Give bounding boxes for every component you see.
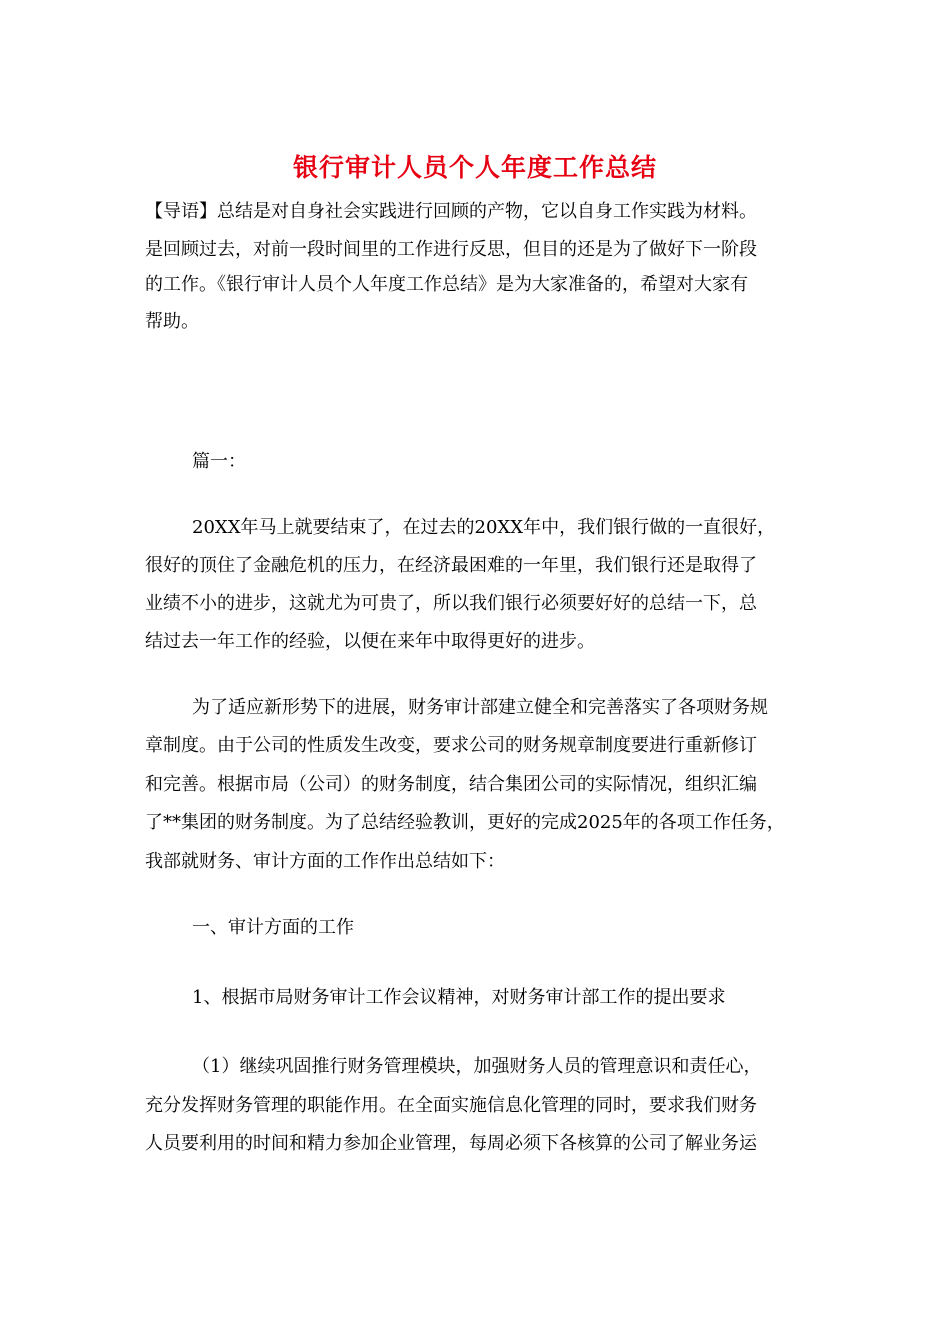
paragraph-line: 充分发挥财务管理的职能作用。在全面实施信息化管理的同时，要求我们财务 bbox=[145, 1095, 757, 1116]
paragraph-line: 20XX年马上就要结束了，在过去的20XX年中，我们银行做的一直很好， bbox=[192, 517, 776, 538]
paragraph-line: （1）继续巩固推行财务管理模块，加强财务人员的管理意识和责任心， bbox=[192, 1056, 762, 1077]
paragraph-line: 和完善。根据市局（公司）的财务制度，结合集团公司的实际情况，组织汇编 bbox=[145, 774, 757, 795]
intro-line: 【导语】总结是对自身社会实践进行回顾的产物，它以自身工作实践为材料。 bbox=[145, 201, 757, 222]
paragraph-line: 很好的顶住了金融危机的压力，在经济最困难的一年里，我们银行还是取得了 bbox=[145, 555, 757, 576]
section-heading: 一、审计方面的工作 bbox=[192, 917, 354, 938]
paragraph-line: 人员要利用的时间和精力参加企业管理，每周必须下各核算的公司了解业务运 bbox=[145, 1133, 757, 1154]
intro-line: 帮助。 bbox=[145, 311, 199, 332]
paragraph-line: 章制度。由于公司的性质发生改变，要求公司的财务规章制度要进行重新修订 bbox=[145, 735, 757, 756]
paragraph-line: 结过去一年工作的经验，以便在来年中取得更好的进步。 bbox=[145, 631, 595, 652]
section-label: 篇一： bbox=[192, 451, 246, 472]
paragraph-line: 了**集团的财务制度。为了总结经验教训，更好的完成2025年的各项工作任务， bbox=[145, 812, 785, 833]
intro-line: 是回顾过去，对前一段时间里的工作进行反思，但目的还是为了做好下一阶段 bbox=[145, 239, 757, 260]
document-title: 银行审计人员个人年度工作总结 bbox=[292, 153, 657, 182]
paragraph-line: 业绩不小的进步，这就尤为可贵了，所以我们银行必须要好好的总结一下，总 bbox=[145, 593, 757, 614]
subsection-heading: 1、根据市局财务审计工作会议精神，对财务审计部工作的提出要求 bbox=[192, 987, 726, 1008]
paragraph-line: 我部就财务、审计方面的工作作出总结如下： bbox=[145, 851, 505, 872]
paragraph-line: 为了适应新形势下的进展，财务审计部建立健全和完善落实了各项财务规 bbox=[192, 697, 768, 718]
intro-line: 的工作。《银行审计人员个人年度工作总结》是为大家准备的，希望对大家有 bbox=[145, 274, 748, 295]
